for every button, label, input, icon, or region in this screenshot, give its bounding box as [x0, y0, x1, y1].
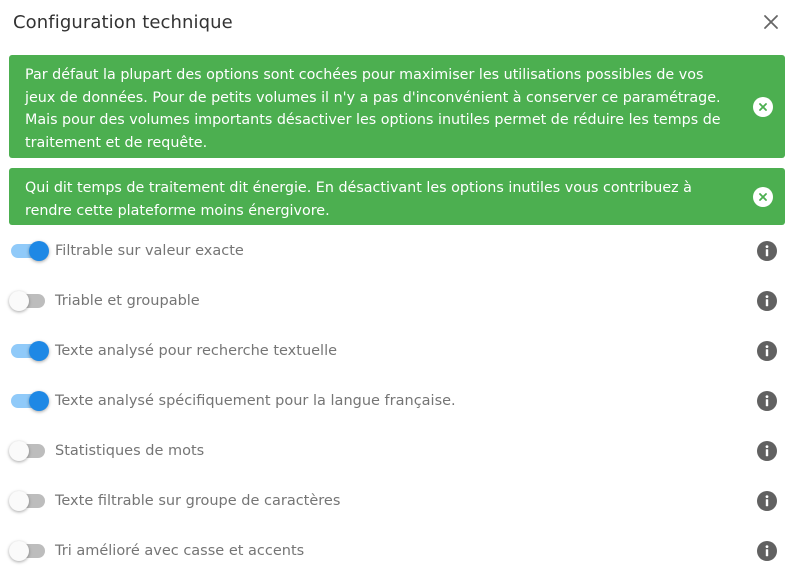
close-circle-icon: [758, 102, 768, 112]
alert-dismiss-button[interactable]: [753, 187, 773, 207]
alert-dismiss-button[interactable]: [753, 97, 773, 117]
info-icon[interactable]: [757, 441, 777, 461]
info-icon[interactable]: [757, 541, 777, 561]
option-label: Texte analysé spécifiquement pour la langue française.: [55, 393, 456, 409]
option-label: Texte analysé pour recherche textuelle: [55, 343, 338, 359]
option-row: [9, 286, 785, 316]
info-icon[interactable]: [757, 491, 777, 511]
option-label: Filtrable sur valeur exacte: [55, 243, 244, 259]
text-search-toggle[interactable]: [9, 336, 51, 366]
info-icon[interactable]: [757, 341, 777, 361]
ngram-filter-toggle[interactable]: [9, 486, 51, 516]
option-row: [9, 336, 785, 366]
info-icon[interactable]: [757, 391, 777, 411]
alert-text: Qui dit temps de traitement dit énergie. En désactivant les options inutiles vous contribuez à rendre cette plateforme moins énergivore.: [25, 180, 692, 219]
close-icon: [763, 14, 779, 30]
option-label: Triable et groupable: [55, 293, 200, 309]
info-icon[interactable]: [757, 241, 777, 261]
option-row: [9, 486, 785, 516]
info-icon[interactable]: [757, 291, 777, 311]
option-row: [9, 236, 785, 266]
alert-text: Par défaut la plupart des options sont cochées pour maximiser les utilisations possibles de vos jeux de données. Pour de petits volumes il n'y a pas d'inconvénient à conserver ce paramétrage. Mais pour des volumes importants désactiver les options inutiles permet de réduire les temps de traitement et de requête.: [25, 67, 721, 151]
french-analysis-toggle[interactable]: [9, 386, 51, 416]
option-label: Tri amélioré avec casse et accents: [55, 543, 305, 559]
dialog-header: [13, 8, 783, 36]
option-label: Texte filtrable sur groupe de caractères: [55, 493, 341, 509]
dialog-title: Configuration technique: [13, 11, 233, 33]
sortable-groupable-toggle[interactable]: [9, 286, 51, 316]
info-alert-energy: [9, 168, 785, 225]
filterable-exact-toggle[interactable]: [9, 236, 51, 266]
option-row: [9, 386, 785, 416]
option-row: [9, 536, 785, 566]
close-circle-icon: [758, 192, 768, 202]
close-button[interactable]: [759, 10, 783, 34]
info-alert-default-options: [9, 55, 785, 158]
word-stats-toggle[interactable]: [9, 436, 51, 466]
option-label: Statistiques de mots: [55, 443, 205, 459]
option-row: [9, 436, 785, 466]
improved-sort-toggle[interactable]: [9, 536, 51, 566]
